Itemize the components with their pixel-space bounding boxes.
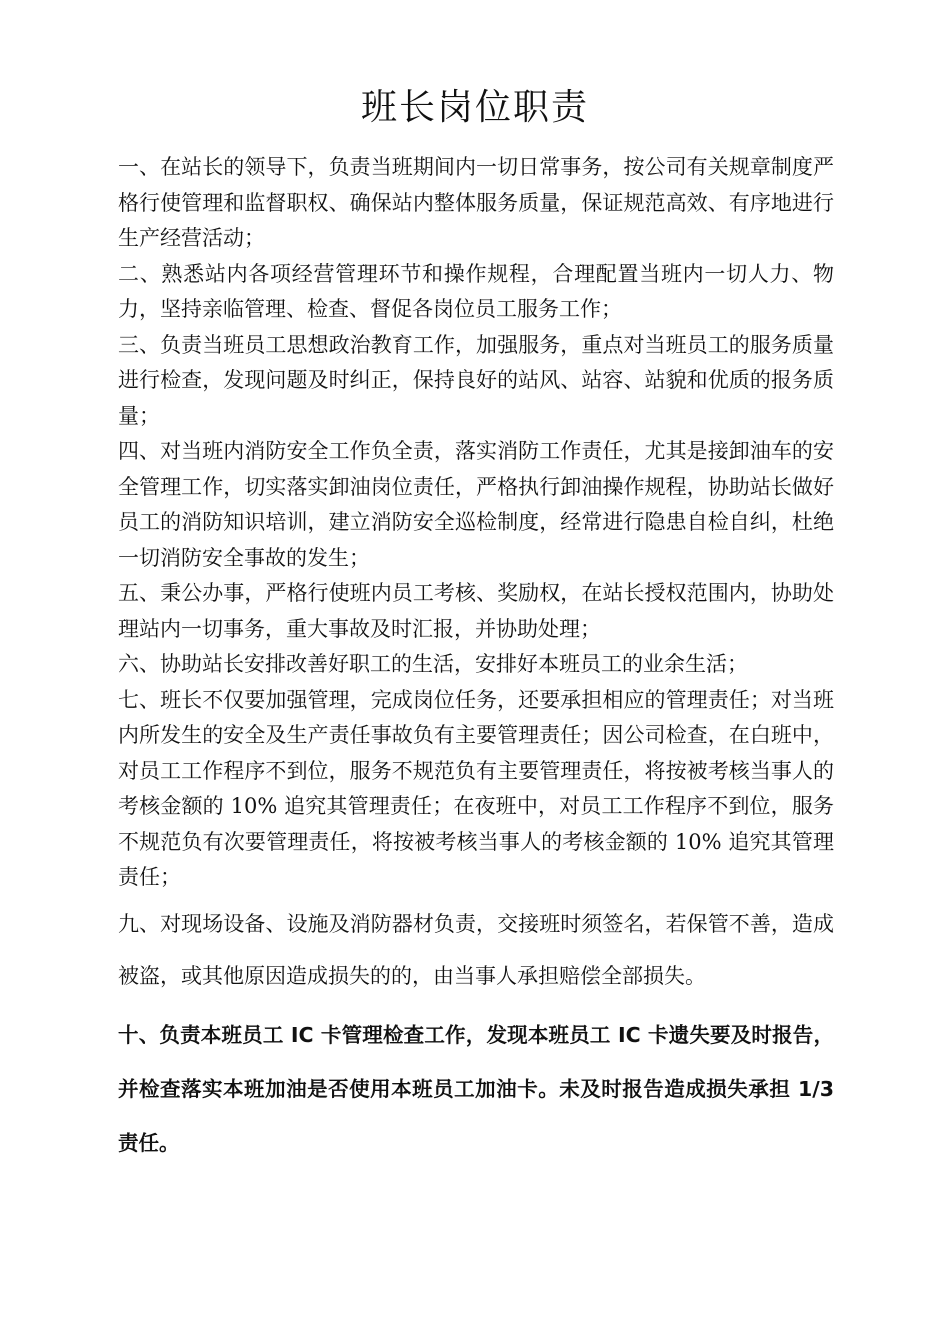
duty-item-6: 六、协助站长安排改善好职工的生活，安排好本班员工的业余生活； — [118, 652, 748, 676]
duty-item-3: 三、负责当班员工思想政治教育工作，加强服务，重点对当班员工的服务质量进行检查，发现问题及时纠正，保持良好的站风、站容、站貌和优质的报务质量； — [118, 332, 834, 428]
document-title: 班长岗位职责 — [360, 87, 589, 128]
duty-item-5: 五、秉公办事，严格行使班内员工考核、奖励权，在站长授权范围内，协助处理站内一切事务，重大事故及时汇报，并协助处理； — [118, 581, 834, 641]
duty-item-1: 一、在站长的领导下，负责当班期间内一切日常事务，按公司有关规章制度严格行使管理和监督职权、确保站内整体服务质量，保证规范高效、有序地进行生产经营活动； — [118, 155, 834, 250]
duty-item-10: 十、负责本班员工 IC 卡管理检查工作，发现本班员工 IC 卡遗失要及时报告，并检查落实本班加油是否使用本班员工加油卡。未及时报告造成损失承担 1/3 责任。 — [118, 1022, 834, 1155]
duty-item-4: 四、对当班内消防安全工作负全责，落实消防工作责任，尤其是接卸油车的安全管理工作，切实落实卸油岗位责任，严格执行卸油操作规程，协助站长做好员工的消防知识培训，建立消防安全巡检制度，经常进行隐患自检自纠，杜绝一切消防安全事故的发生； — [118, 439, 834, 570]
duty-item-9: 九、对现场设备、设施及消防器材负责，交接班时须签名，若保管不善，造成被盗，或其他原因造成损失的的，由当事人承担赔偿全部损失。 — [118, 911, 834, 988]
duty-item-7: 七、班长不仅要加强管理，完成岗位任务，还要承担相应的管理责任；对当班内所发生的安全及生产责任事故负有主要管理责任；因公司检查，在白班中，对员工工作程序不到位，服务不规范负有主要管理责任，将按被考核当事人的考核金额的 10% 追究其管理责任；在夜班中，对员工工作程序不到位，服务不规范负有次要管理责任，将按被考核当事人的考核金额的 10% 追究其管理责任； — [118, 687, 834, 889]
document-body — [118, 150, 834, 1170]
duty-item-2: 二、熟悉站内各项经营管理环节和操作规程，合理配置当班内一切人力、物力，坚持亲临管理、检查、督促各岗位员工服务工作； — [118, 261, 834, 321]
